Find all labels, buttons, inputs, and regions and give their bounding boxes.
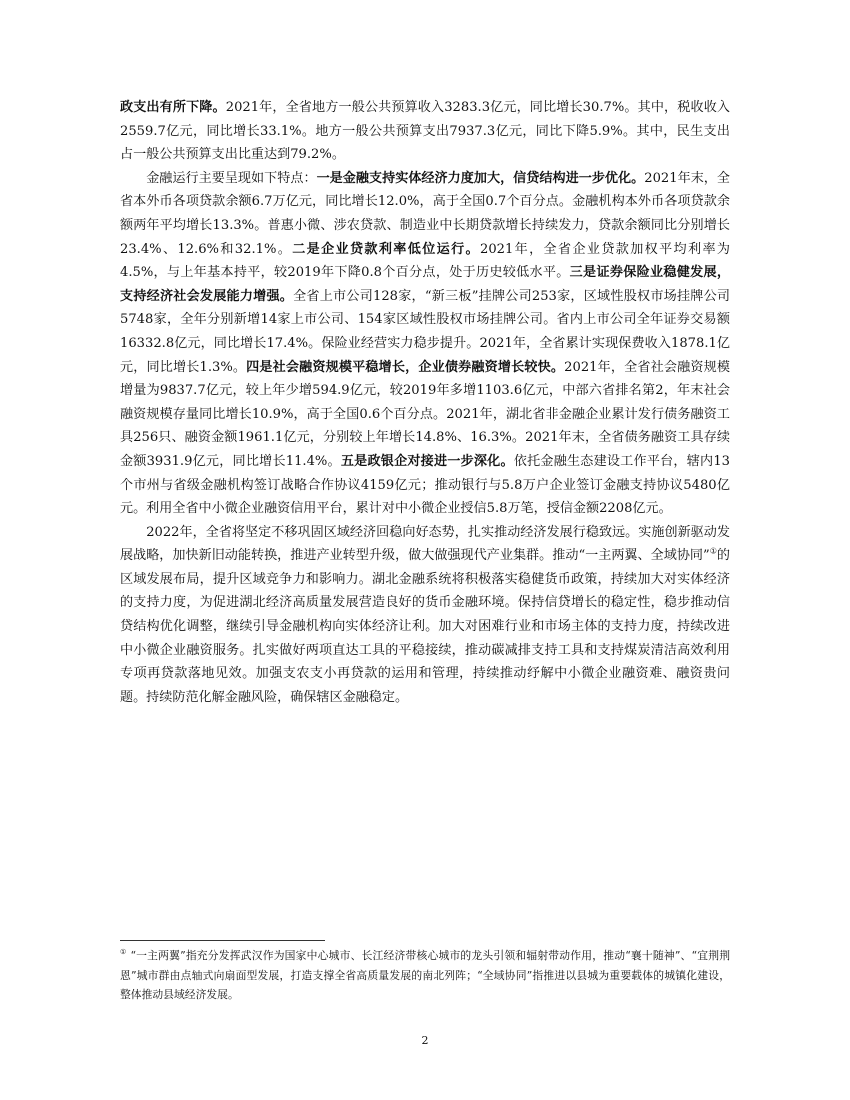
footnote-text: “一主两翼”指充分发挥武汉作为国家中心城市、长江经济带核心城市的龙头引领和辐射带动作用，推动“襄十随神”、“宜荆荆恩”城市群由点轴式向扇面型发展，打造支撑全省高质量发展的南北列阵；“全域协同”指推进以县城为重要载体的城镇化建设，整体推动县域经济发展。 [120,949,730,1001]
paragraph-3 [120,521,730,710]
page-number: 2 [421,1034,429,1047]
paragraph-text: 2021年，全省地方一般公共预算收入3283.3亿元，同比增长30.7%。其中，税收收入2559.7亿元，同比增长33.1%。地方一般公共预算支出7937.3亿元，同比下降5.9%。其中，民生支出占一般公共预算支出比重达到79.2%。 [120,100,730,163]
footnote-divider [120,940,325,941]
bold-heading-text: 政支出有所下降。 [120,100,226,115]
footnote [120,946,730,1005]
paragraph-2 [120,167,730,521]
bold-heading-text: 一是金融支持实体经济力度加大，信贷结构进一步优化。 [316,170,645,186]
paragraph-text: 2021年末，全省本外币各项贷款余额6.7万亿元，同比增长12.0%，高于全国0.7个百分点。金融机构本外币各项贷款余额两年平均增长13.3%。普惠小微、涉农贷款、制造业中长期贷款增长持续发力，贷款余额同比分别增长23.4%、12.6%和32.1%。 [120,170,730,257]
footnote-marker: ① [120,948,127,957]
paragraph-text: 金融运行主要呈现如下特点： [146,170,317,186]
bold-heading-text: 二是企业贷款利率低位运行。 [292,241,480,257]
footnote-reference: ① [709,546,717,556]
paragraph-text: 全省上市公司128家，“新三板”挂牌公司253家，区域性股权市场挂牌公司5748家，全年分别新增14家上市公司、154家区域性股权市场挂牌公司。省内上市公司全年证券交易额16332.8亿元，同比增长17.4%。保险业经营实力稳步提升。2021年，全省累计实现保费收入1878.1亿元，同比增长1.3%。 [120,288,730,375]
paragraph-text: 2021年，全省社会融资规模增量为9837.7亿元，较上年少增594.9亿元，较2019年多增1103.6亿元，中部六省排名第2，年末社会融资规模存量同比增长10.9%，高于全国0.6个百分点。2021年，湖北省非金融企业累计发行债务融资工具256只、融资金额1961.1亿元，分别较上年增长14.8%、16.3%。2021年末，全省债务融资工具存续金额3931.9亿元，同比增长11.4%。 [120,359,730,469]
paragraph-text: 的区域发展布局，提升区域竞争力和影响力。湖北金融系统将积极落实稳健货币政策，持续加大对实体经济的支持力度，为促进湖北经济高质量发展营造良好的货币金融环境。保持信贷增长的稳定性，稳步推动信贷结构优化调整，继续引导金融机构向实体经济让利。加大对困难行业和市场主体的支持力度，持续改进中小微企业融资服务。扎实做好两项直达工具的平稳接续，推动碳减排支持工具和支持煤炭清洁高效利用专项再贷款落地见效。加强支农支小再贷款的运用和管理，持续推动纾解中小微企业融资难、融资贵问题。持续防范化解金融风险，确保辖区金融稳定。 [120,548,731,705]
paragraph-text: 2022年，全省将坚定不移巩固区域经济回稳向好态势，扎实推动经济发展行稳致远。实施创新驱动发展战略，加快新旧动能转换，推进产业转型升级，做大做强现代产业集群。推动“一主两翼、全域协同” [120,524,730,564]
paragraph-text: 2021年，全省企业贷款加权平均利率为4.5%，与上年基本持平，较2019年下降0.8个百分点，处于历史较低水平。 [120,241,730,281]
paragraph-text: 依托金融生态建设工作平台，辖内13个市州与省级金融机构签订战略合作协议4159亿元；推动银行与5.8万户企业签订金融支持协议5480亿元。利用全省中小微企业融资信用平台，累计对中小微企业授信5.8万笔，授信金额2208亿元。 [120,453,730,517]
paragraph-1 [120,96,730,167]
body-text [120,96,730,709]
bold-heading-text: 四是社会融资规模平稳增长，企业债券融资增长较快。 [246,359,565,375]
bold-heading-text: 五是政银企对接进一步深化。 [340,453,514,469]
bold-heading-text: 三是证券保险业稳健发展，支持经济社会发展能力增强。 [120,265,730,304]
